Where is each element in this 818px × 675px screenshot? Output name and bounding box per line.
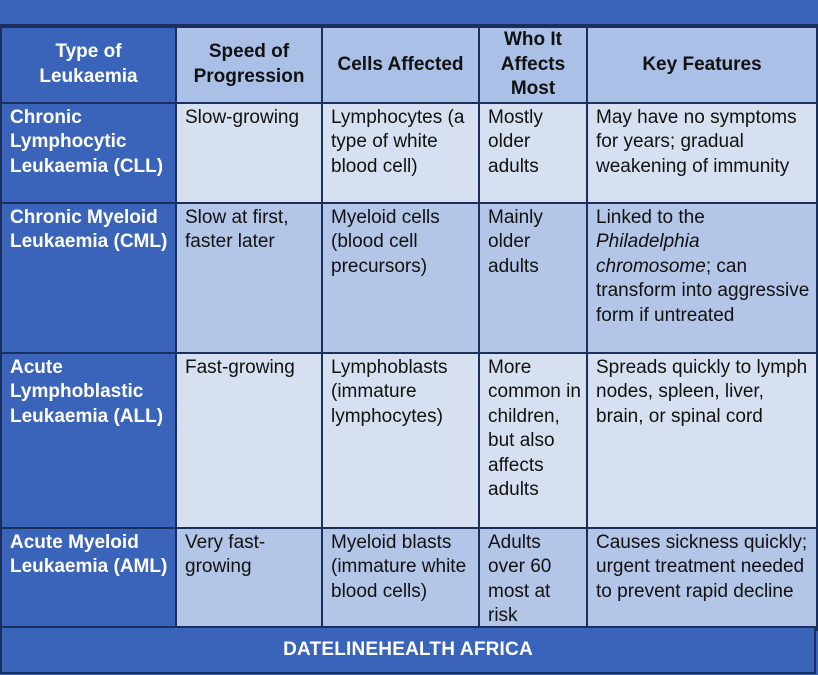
table-row xyxy=(1,103,817,203)
row-features: May have no symptoms for years; gradual weakening of immunity xyxy=(587,103,817,203)
row-who: More common in children, but also affects adults xyxy=(479,353,587,528)
row-type: Chronic Lymphocytic Leukaemia (CLL) xyxy=(1,103,176,203)
row-cells: Myeloid blasts (immature white blood cells) xyxy=(322,528,479,630)
row-features xyxy=(587,203,817,353)
row-cells: Lymphoblasts (immature lymphocytes) xyxy=(322,353,479,528)
row-who: Mostly older adults xyxy=(479,103,587,203)
row-type: Acute Myeloid Leukaemia (AML) xyxy=(1,528,176,630)
row-type: Acute Lymphoblastic Leukaemia (ALL) xyxy=(1,353,176,528)
table-header-row xyxy=(1,27,817,103)
table-row xyxy=(1,203,817,353)
features-text-pre: Linked to the xyxy=(596,206,705,228)
top-banner xyxy=(0,0,818,26)
row-cells: Lymphocytes (a type of white blood cell) xyxy=(322,103,479,203)
features-text-italic: Philadelphia chromosome xyxy=(596,231,706,277)
header-features: Key Features xyxy=(587,27,817,103)
row-features: Spreads quickly to lymph nodes, spleen, liver, brain, or spinal cord xyxy=(587,353,817,528)
table-row xyxy=(1,353,817,528)
row-features: Causes sickness quickly; urgent treatment needed to prevent rapid decline xyxy=(587,528,817,630)
row-speed: Very fast-growing xyxy=(176,528,322,630)
header-who: Who It Affects Most xyxy=(479,27,587,103)
row-who: Mainly older adults xyxy=(479,203,587,353)
row-who: Adults over 60 most at risk xyxy=(479,528,587,630)
header-cells: Cells Affected xyxy=(322,27,479,103)
table-row xyxy=(1,528,817,630)
footer-brand: DATELINEHEALTH AFRICA xyxy=(0,626,816,674)
row-type: Chronic Myeloid Leukaemia (CML) xyxy=(1,203,176,353)
row-speed: Slow-growing xyxy=(176,103,322,203)
row-speed: Slow at first, faster later xyxy=(176,203,322,353)
header-type: Type of Leukaemia xyxy=(1,27,176,103)
row-cells: Myeloid cells (blood cell precursors) xyxy=(322,203,479,353)
header-speed: Speed of Progression xyxy=(176,27,322,103)
features-text-post: ; can transform into aggressive form if untreated xyxy=(596,255,810,326)
leukaemia-comparison-table xyxy=(0,26,818,631)
row-speed: Fast-growing xyxy=(176,353,322,528)
